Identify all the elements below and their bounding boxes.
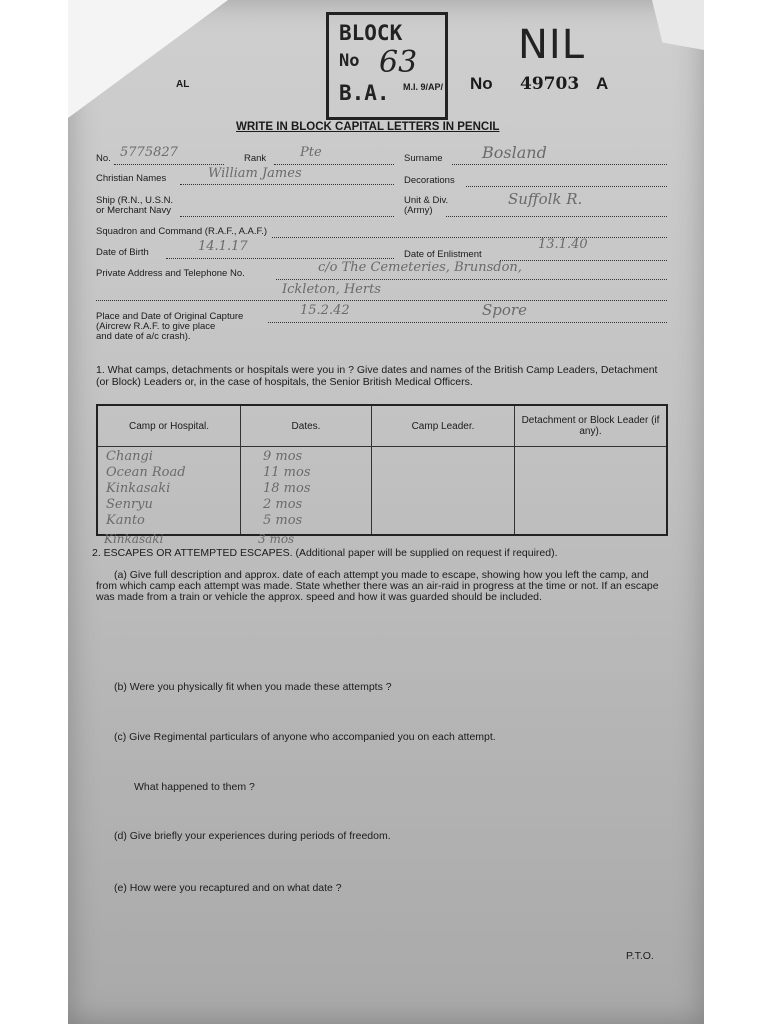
- hw-no: 5775827: [120, 145, 178, 160]
- dates-5: 5 mos: [263, 513, 303, 528]
- pto: P.T.O.: [626, 950, 654, 962]
- stamp-no: No: [339, 51, 360, 71]
- question-2c-followup: What happened to them ?: [134, 781, 255, 793]
- dates-cell: [241, 447, 372, 536]
- camp-1: Changi: [106, 449, 153, 464]
- torn-corner: [652, 0, 704, 50]
- form-title: WRITE IN BLOCK CAPITAL LETTERS IN PENCIL: [236, 121, 500, 133]
- col-dates: Dates.: [241, 405, 372, 447]
- hw-address-1: c/o The Cemeteries, Brunsdon,: [318, 260, 522, 275]
- stamp-block: BLOCK: [339, 21, 403, 45]
- no-label: No.: [96, 153, 111, 164]
- surname-label: Surname: [404, 153, 443, 164]
- capture-label-3: and date of a/c crash).: [96, 331, 191, 342]
- dates-1: 9 mos: [263, 449, 303, 464]
- dates-2: 11 mos: [263, 465, 311, 480]
- enlistment-label: Date of Enlistment: [404, 249, 482, 260]
- hw-surname: Bosland: [482, 143, 547, 162]
- camps-cell: [97, 447, 241, 536]
- dates-6: 3 mos: [258, 532, 295, 546]
- leader-cell: [372, 447, 515, 536]
- hw-address-2: Ickleton, Herts: [282, 282, 381, 297]
- capture-label-2: (Aircrew R.A.F. to give place: [96, 321, 216, 332]
- form-number: 49703: [520, 74, 580, 94]
- number-label: No: [470, 74, 493, 93]
- camps-table: [96, 404, 668, 536]
- folded-corner: [68, 0, 228, 118]
- dob-label: Date of Birth: [96, 247, 149, 258]
- table-header: [97, 405, 667, 447]
- col-camp-leader: Camp Leader.: [372, 405, 515, 447]
- question-2c: (c) Give Regimental particulars of anyone who accompanied you on each attempt.: [114, 731, 496, 743]
- rank-label: Rank: [244, 153, 267, 164]
- hw-christian: William James: [208, 166, 302, 181]
- christian-names-label: Christian Names: [96, 173, 167, 184]
- capture-label-1: Place and Date of Original Capture: [96, 311, 244, 322]
- question-2d: (d) Give briefly your experiences during periods of freedom.: [114, 830, 391, 842]
- hw-capture-date: 15.2.42: [300, 303, 350, 318]
- question-2b: (b) Were you physically fit when you made these attempts ?: [114, 681, 392, 693]
- hw-enlist: 13.1.40: [538, 237, 588, 252]
- unit-label-2: (Army): [404, 205, 433, 216]
- camp-4: Senryu: [106, 497, 153, 512]
- camp-3: Kinkasaki: [106, 481, 171, 496]
- unit-label-1: Unit & Div.: [404, 195, 449, 206]
- question-2e: (e) How were you recaptured and on what date ?: [114, 882, 342, 894]
- table-body: [97, 447, 667, 536]
- dates-3: 18 mos: [263, 481, 311, 496]
- ship-label-2: or Merchant Navy: [96, 205, 171, 216]
- hw-dob: 14.1.17: [198, 239, 248, 254]
- camp-5: Kanto: [106, 513, 145, 528]
- hw-capture-place: Spore: [482, 301, 527, 319]
- hw-unit: Suffolk R.: [508, 190, 583, 208]
- question-2a: (a) Give full description and approx. date of each attempt you made to escape, showing how you left the camp, and from which camp each attempt was made. State whether there was an air-raid in progress at the time or not. If an escape was made from a train or vehicle the approx. speed and how it was guarded should be included.: [96, 569, 659, 603]
- address-label: Private Address and Telephone No.: [96, 268, 245, 279]
- handwritten-nil: NIL: [518, 22, 586, 68]
- form-suffix: A: [596, 74, 609, 93]
- decorations-label: Decorations: [404, 175, 455, 186]
- hw-rank: Pte: [300, 145, 322, 160]
- block-stamp: [326, 12, 448, 120]
- dates-4: 2 mos: [263, 497, 303, 512]
- camp-6: Kinkasaki: [104, 532, 164, 546]
- question-2-heading: 2. ESCAPES OR ATTEMPTED ESCAPES. (Additional paper will be supplied on request if required).: [92, 547, 558, 559]
- stamp-number: 63: [379, 45, 418, 80]
- ship-label-1: Ship (R.N., U.S.N.: [96, 195, 174, 206]
- col-camp: Camp or Hospital.: [97, 405, 241, 447]
- camp-2: Ocean Road: [106, 465, 186, 480]
- question-1: 1. What camps, detachments or hospitals were you in ? Give dates and names of the British Camp Leaders, Detachment (or Block) Leaders or, in the case of hospitals, the Senior British Medical Officers.: [96, 364, 658, 388]
- header-partial: AL: [176, 79, 190, 90]
- col-detachment-leader: Detachment or Block Leader (if any).: [515, 405, 668, 447]
- detachment-cell: [515, 447, 668, 536]
- stamp-ba: B.A.: [339, 81, 390, 105]
- squadron-label: Squadron and Command (R.A.F., A.A.F.): [96, 226, 268, 237]
- form-sheet: [68, 0, 704, 1024]
- mi-reference: M.I. 9/AP/: [403, 82, 444, 92]
